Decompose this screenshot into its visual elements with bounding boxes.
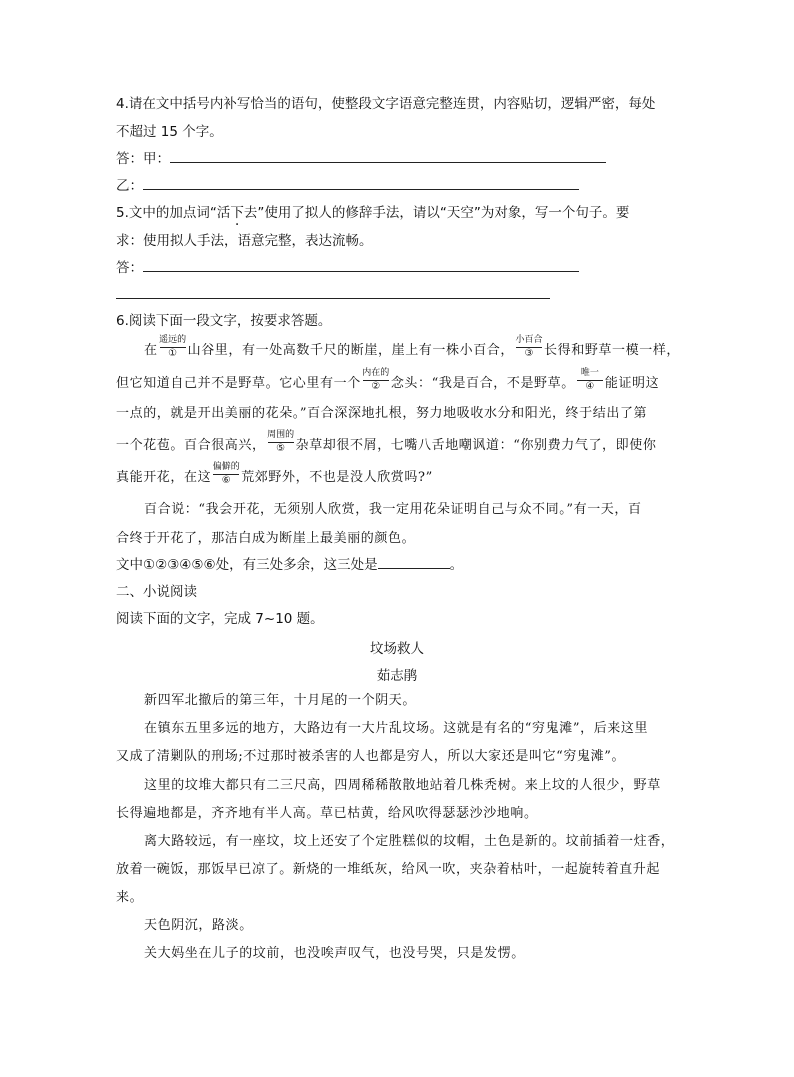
annotation-number: ⑤ <box>276 443 286 454</box>
annotation-1 <box>158 335 188 360</box>
q5-answer-label: 答： <box>116 260 143 276</box>
annotation-word: 唯一 <box>580 368 599 378</box>
q6-text: 念头：“我是百合，不是野草。 <box>390 376 575 391</box>
q5-dotted-word: 活下去 <box>216 205 258 221</box>
q6-text: 山谷里，有一处高数千尺的断崖，崖上有一株小百合， <box>187 343 515 358</box>
q5-prompt-line2: 求：使用拟人手法，语意完整，表达流畅。 <box>116 233 373 249</box>
q6-passage-line1 <box>144 335 681 360</box>
q6-text: 长得和野草一模一样， <box>544 343 681 358</box>
q6-text: 能证明这 <box>604 376 660 391</box>
q4-answer-yi-label: 乙： <box>116 178 143 194</box>
story-paragraph: 离大路较远，有一座坟，坟上还安了个定胜糕似的坟帽，土色是新的。坟前插着一炷香， <box>144 834 675 849</box>
q6-passage-line2 <box>116 368 660 393</box>
annotation-2 <box>361 368 391 393</box>
annotation-5 <box>266 430 296 455</box>
annotation-3 <box>514 335 544 360</box>
q5-answer <box>116 259 579 277</box>
q6-passage-p2-line1: 百合说：“我会开花，无须别人欣赏，我一定用花朵证明自己与众不同。”有一天，百 <box>144 502 642 517</box>
q6-question <box>116 556 463 574</box>
annotation-4 <box>575 368 605 393</box>
q4-prompt-line2: 不超过 15 个字。 <box>116 124 223 140</box>
q4-answer-jia <box>116 150 606 168</box>
story-paragraph-cont: 又成了清剿队的刑场;不过那时被杀害的人也都是穷人，所以大家还是叫它“穷鬼滩”。 <box>116 749 626 764</box>
annotation-word: 内在的 <box>362 368 390 378</box>
q5-answer-blank[interactable] <box>143 259 579 272</box>
story-paragraph: 天色阴沉，路淡。 <box>144 918 253 933</box>
story-paragraph: 新四军北撤后的第三年，十月尾的一个阴天。 <box>144 693 417 708</box>
q4-answer-jia-label: 答：甲： <box>116 151 170 167</box>
q6-text: 杂草却很不屑，七嘴八舌地嘲讽道：“你别费力气了，即使你 <box>295 438 657 453</box>
story-author: 茹志鹃 <box>376 668 418 684</box>
section2-heading: 二、小说阅读 <box>116 584 197 600</box>
annotation-number: ① <box>168 348 178 359</box>
q6-text: 在 <box>144 343 158 358</box>
q6-text: 真能开花，在这 <box>116 470 212 485</box>
q5-prompt-line1 <box>116 204 629 222</box>
q5-prompt-part-a: 5.文中的加点词“ <box>116 205 217 221</box>
story-paragraph-cont: 来。 <box>116 890 144 905</box>
annotation-number: ② <box>371 381 381 392</box>
annotation-word: 周围的 <box>267 430 295 440</box>
story-paragraph: 在镇东五里多远的地方，大路边有一大片乱坟场。这就是有名的“穷鬼滩”，后来这里 <box>144 721 649 736</box>
q6-text: 荒郊野外，不也是没人欣赏吗?” <box>241 470 433 485</box>
q5-prompt-part-b: ”使用了拟人的修辞手法，请以“天空”为对象，写一个句子。要 <box>257 205 630 221</box>
story-paragraph-cont: 长得遍地都是，齐齐地有半人高。草已枯黄，给风吹得瑟瑟沙沙地响。 <box>116 806 538 821</box>
story-paragraph: 关大妈坐在儿子的坟前，也没唉声叹气，也没号哭，只是发愣。 <box>144 946 525 961</box>
section2-instruction: 阅读下面的文字，完成 7~10 题。 <box>116 611 324 627</box>
q6-passage-line3: 一点的，就是开出美丽的花朵。”百合深深地扎根，努力地吸收水分和阳光，终于结出了第 <box>116 406 648 421</box>
q4-prompt-line1: 4.请在文中括号内补写恰当的语句，使整段文字语意完整连贯，内容贴切，逻辑严密，每处 <box>116 96 656 112</box>
q6-passage-line5 <box>116 462 433 487</box>
q5-answer-blank-line2[interactable] <box>116 298 550 299</box>
q6-question-end: 。 <box>449 557 464 573</box>
q4-answer-yi-blank[interactable] <box>143 177 579 190</box>
story-paragraph: 这里的坟堆大都只有二三尺高，四周稀稀散散地站着几株秃树。来上坟的人很少，野草 <box>144 778 661 793</box>
annotation-word: 遥远的 <box>159 335 187 345</box>
q6-passage-line4 <box>116 430 657 455</box>
annotation-number: ④ <box>585 381 595 392</box>
annotation-number: ⑥ <box>221 475 231 486</box>
q4-answer-yi <box>116 177 579 195</box>
story-title: 坟场救人 <box>370 641 424 657</box>
q6-text: 但它知道自己并不是野草。它心里有一个 <box>116 376 361 391</box>
q6-passage-p2-line2: 合终于开花了，那洁白成为断崖上最美丽的颜色。 <box>116 531 416 546</box>
annotation-word: 偏僻的 <box>212 462 240 472</box>
q6-question-text: 文中①②③④⑤⑥处，有三处多余，这三处是 <box>116 557 378 573</box>
annotation-word: 小百合 <box>515 335 543 345</box>
q4-answer-jia-blank[interactable] <box>170 150 606 163</box>
annotation-6 <box>211 462 241 487</box>
q6-text: 一个花苞。百合很高兴， <box>116 438 266 453</box>
q6-title: 6.阅读下面一段文字，按要求答题。 <box>116 313 332 329</box>
annotation-number: ③ <box>524 348 534 359</box>
story-paragraph-cont: 放着一碗饭，那饭早已凉了。新烧的一堆纸灰，给风一吹，夹杂着枯叶，一起旋转着直升起 <box>116 862 661 877</box>
q6-answer-blank[interactable] <box>378 556 450 569</box>
